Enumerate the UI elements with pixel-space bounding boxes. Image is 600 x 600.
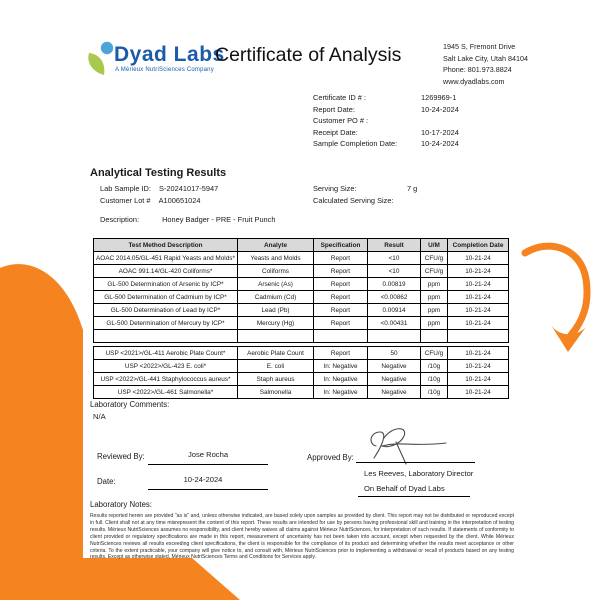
table-cell: 10-21-24: [448, 373, 509, 386]
table-cell: In: Negative: [314, 373, 368, 386]
table-cell: Lead (Pb): [238, 304, 314, 317]
table-cell: Report: [314, 278, 368, 291]
table-cell: [368, 330, 421, 343]
table-cell: USP <2022>/GL-441 Staphylococcus aureus*: [94, 373, 238, 386]
field-label: Calculated Serving Size:: [313, 196, 394, 205]
table-cell: Staph aureus: [238, 373, 314, 386]
customer-lot-row: [100, 196, 201, 205]
field-value: 10-24-2024: [421, 139, 459, 149]
table-cell: CFU/g: [421, 347, 448, 360]
table-cell: [448, 330, 509, 343]
table-cell: 10-21-24: [448, 278, 509, 291]
table-cell: 10-21-24: [448, 386, 509, 399]
signature-icon: [362, 424, 457, 472]
table-cell: /10g: [421, 373, 448, 386]
table-cell: <10: [368, 265, 421, 278]
column-header: U/M: [421, 239, 448, 252]
column-header: Result: [368, 239, 421, 252]
column-header: Test Method Description: [94, 239, 238, 252]
field-label: Certificate ID # :: [313, 93, 366, 102]
table-cell: In: Negative: [314, 386, 368, 399]
column-header: Completion Date: [448, 239, 509, 252]
table-cell: Cadmium (Cd): [238, 291, 314, 304]
table-cell: GL-500 Determination of Arsenic by ICP*: [94, 278, 238, 291]
table-cell: <10: [368, 252, 421, 265]
certificate-info-row: [313, 93, 523, 105]
reviewed-by-value: Jose Rocha: [187, 450, 229, 459]
table-cell: GL-500 Determination of Cadmium by ICP*: [94, 291, 238, 304]
serving-size-row: [313, 184, 513, 193]
results-table-header: [94, 239, 509, 252]
table-cell: 50: [368, 347, 421, 360]
field-value: 10-24-2024: [421, 104, 459, 114]
table-cell: [421, 330, 448, 343]
address-line: Phone: 801.973.8824: [443, 65, 512, 75]
certificate-info-block: [313, 93, 523, 151]
table-cell: AOAC 2014.05/GL-451 Rapid Yeasts and Molds*: [94, 252, 238, 265]
table-cell: Mercury (Hg): [238, 317, 314, 330]
table-cell: /10g: [421, 360, 448, 373]
table-cell: Arsenic (As): [238, 278, 314, 291]
approved-by-line: [356, 462, 475, 463]
approver-org-line: [358, 496, 470, 497]
table-row: [94, 386, 509, 399]
field-label: Lab Sample ID:: [100, 184, 151, 193]
table-cell: USP <2022>/GL-423 E. coli*: [94, 360, 238, 373]
reviewed-by-label: Reviewed By:: [97, 452, 145, 461]
table-cell: Report: [314, 291, 368, 304]
table-cell: <0.00862: [368, 291, 421, 304]
table-cell: Yeasts and Molds: [238, 252, 314, 265]
table-cell: 10-21-24: [448, 360, 509, 373]
date-value: 10-24-2024: [183, 475, 223, 484]
certificate-info-row: [313, 105, 523, 117]
table-row: [94, 360, 509, 373]
field-label: Report Date:: [313, 104, 355, 114]
table-cell: Aerobic Plate Count: [238, 347, 314, 360]
table-cell: Negative: [368, 373, 421, 386]
table-header-row: [94, 239, 509, 252]
brand-name: Dyad Labs: [114, 43, 225, 66]
lab-address-block: [443, 41, 528, 87]
table-cell: E. coli: [238, 360, 314, 373]
table-row: [94, 265, 509, 278]
address-line: 1945 S, Fremont Drive: [443, 42, 516, 51]
address-website: www.dyadlabs.com: [443, 76, 505, 86]
table-cell: 0.00914: [368, 304, 421, 317]
table-cell: [238, 330, 314, 343]
column-header: Specification: [314, 239, 368, 252]
field-value: 10-17-2024: [421, 127, 459, 137]
table-cell: [94, 330, 238, 343]
date-line: [148, 489, 268, 490]
table-cell: CFU/g: [421, 265, 448, 278]
date-label: Date:: [97, 477, 116, 486]
field-value: Honey Badger - PRE - Fruit Punch: [162, 215, 276, 224]
reviewed-by-line: [148, 464, 268, 465]
address-line: Salt Lake City, Utah 84104: [443, 53, 528, 63]
page-title: Certificate of Analysis: [215, 44, 402, 66]
table-row: [94, 291, 509, 304]
description-row: [100, 215, 275, 224]
column-header: Analyte: [238, 239, 314, 252]
table-cell: 0.00819: [368, 278, 421, 291]
field-label: Description:: [100, 215, 140, 224]
brand-tagline: A Mérieux NutriSciences Company: [115, 67, 214, 73]
table-cell: 10-21-24: [448, 265, 509, 278]
results-table: [93, 238, 509, 343]
table-cell: ppm: [421, 317, 448, 330]
table-cell: Salmonella: [238, 386, 314, 399]
calculated-serving-size-row: [313, 196, 400, 205]
lab-sample-id-row: [100, 184, 218, 193]
field-value: 1269969-1: [421, 93, 457, 102]
table-cell: <0.00431: [368, 317, 421, 330]
field-label: Customer PO # :: [313, 116, 369, 126]
table-row: [94, 330, 509, 343]
table-cell: Negative: [368, 386, 421, 399]
table-cell: Report: [314, 347, 368, 360]
dyad-labs-logo-icon: [86, 41, 114, 77]
table-cell: /10g: [421, 386, 448, 399]
lab-notes-label: Laboratory Notes:: [90, 500, 152, 509]
table-cell: 10-21-24: [448, 317, 509, 330]
lab-notes-text: Results reported herein are provided "as is" and, unless otherwise indicated, are based solely upon samples as provided by client. This report may not be distributed or reproduced except in full. Client shall not at any time misrepresent the content of this report. These results are intended for use by persons having professional skill and training in the interpretation of testing results. Mérieux NutriSciences assumes no responsibility, and client hereby waives all claims against Mérieux NutriSciences, for interpretation of such results. If statements of conformity to client provided or regulatory specifications are made in this report, measurement of uncertainty has not been taken into account, except when requested by the client. While Mérieux NutriSciences reviews all results exceeding client specifications, the client is responsible for the compliance of its product and determining whether the results meet acceptance or other criteria. To the extent practicable, your company will give notice to, and consult with, Mérieux NutriSciences prior to implementing a withdrawal or recall of products based on any testing results. Except as otherwise stated, Mérieux NutriSciences Terms and Conditions for Services apply.: [90, 513, 514, 561]
table-cell: 10-21-24: [448, 252, 509, 265]
certificate-info-row: [313, 128, 523, 140]
results-table-body: [94, 252, 509, 343]
table-cell: In: Negative: [314, 360, 368, 373]
table-cell: Report: [314, 265, 368, 278]
table-row: [94, 373, 509, 386]
certificate-info-row: [313, 139, 523, 151]
section-heading: Analytical Testing Results: [90, 167, 227, 179]
field-label: Customer Lot #: [100, 196, 151, 205]
table-cell: 10-21-24: [448, 347, 509, 360]
table-cell: Report: [314, 304, 368, 317]
field-value: A100651024: [158, 196, 201, 205]
table-cell: ppm: [421, 291, 448, 304]
table-row: [94, 304, 509, 317]
field-value: S-20241017-5947: [159, 184, 219, 193]
table-cell: 10-21-24: [448, 291, 509, 304]
results-table-continued: [93, 346, 509, 399]
field-value: [421, 116, 523, 128]
field-value: 7 g: [407, 184, 418, 193]
table-cell: GL-500 Determination of Mercury by ICP*: [94, 317, 238, 330]
table-cell: CFU/g: [421, 252, 448, 265]
lab-comments-label: Laboratory Comments:: [90, 400, 170, 409]
field-label: Sample Completion Date:: [313, 139, 398, 149]
table-row: [94, 317, 509, 330]
approved-by-label: Approved By:: [307, 453, 354, 462]
table-row: [94, 347, 509, 360]
table-row: [94, 278, 509, 291]
table-cell: ppm: [421, 278, 448, 291]
table-cell: USP <2022>/GL-461 Salmonella*: [94, 386, 238, 399]
table-cell: [314, 330, 368, 343]
table-cell: Coliforms: [238, 265, 314, 278]
field-label: Serving Size:: [313, 184, 357, 193]
certificate-info-row: [313, 116, 523, 128]
table-cell: ppm: [421, 304, 448, 317]
table-cell: Report: [314, 317, 368, 330]
table-cell: Negative: [368, 360, 421, 373]
approver-org: On Behalf of Dyad Labs: [364, 484, 445, 493]
table-row: [94, 252, 509, 265]
table-cell: USP <2021>/GL-411 Aerobic Plate Count*: [94, 347, 238, 360]
field-label: Receipt Date:: [313, 127, 358, 137]
approver-name: Les Reeves, Laboratory Director: [364, 469, 474, 478]
lab-comments-value: N/A: [93, 412, 106, 421]
table-cell: AOAC 991.14/GL-420 Coliforms*: [94, 265, 238, 278]
curved-arrow-icon: [515, 235, 600, 360]
table-cell: 10-21-24: [448, 304, 509, 317]
table-cell: Report: [314, 252, 368, 265]
table-cell: GL-500 Determination of Lead by ICP*: [94, 304, 238, 317]
results-table-body-2: [94, 347, 509, 399]
